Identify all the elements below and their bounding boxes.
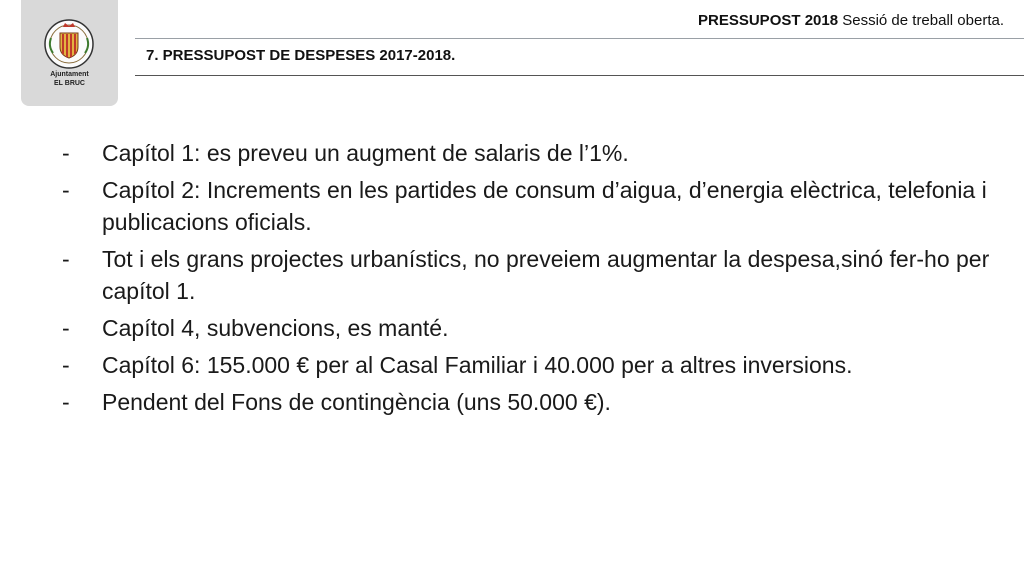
bullet-item	[62, 137, 1002, 169]
bullet-text: Capítol 4, subvencions, es manté.	[102, 315, 449, 341]
bullet-item	[62, 349, 1002, 381]
header-divider-bottom	[135, 75, 1024, 76]
bullet-dash: -	[62, 352, 70, 378]
bullet-dash: -	[62, 177, 70, 203]
logo-text-town: EL BRUC	[54, 80, 85, 87]
header-title	[698, 12, 1004, 29]
coat-of-arms-icon	[41, 18, 97, 70]
bullet-item	[62, 386, 1002, 418]
municipal-logo	[21, 0, 118, 106]
header-title-bold: PRESSUPOST 2018	[698, 12, 839, 29]
header-divider-top	[135, 38, 1024, 39]
header-title-rest: Sessió de treball oberta.	[838, 12, 1004, 29]
bullet-text: Tot i els grans projectes urbanístics, no preveiem augmentar la despesa,sinó fer-ho per capítol 1.	[102, 246, 990, 304]
bullet-text: Pendent del Fons de contingència (uns 50.000 €).	[102, 389, 611, 415]
section-title: 7. PRESSUPOST DE DESPESES 2017-2018.	[146, 47, 456, 64]
bullet-text: Capítol 6: 155.000 € per al Casal Familiar i 40.000 per a altres inversions.	[102, 352, 853, 378]
bullet-dash: -	[62, 315, 70, 341]
bullet-dash: -	[62, 140, 70, 166]
bullet-dash: -	[62, 389, 70, 415]
bullet-item	[62, 174, 1002, 238]
bullet-item	[62, 243, 1002, 307]
bullet-text: Capítol 2: Increments en les partides de consum d’aigua, d’energia elèctrica, telefonia i publicacions oficials.	[102, 177, 987, 235]
bullet-list-container	[62, 137, 1002, 423]
bullet-list	[62, 137, 1002, 418]
logo-text-ajuntament: Ajuntament	[50, 71, 89, 78]
bullet-text: Capítol 1: es preveu un augment de salaris de l’1%.	[102, 140, 629, 166]
bullet-dash: -	[62, 246, 70, 272]
bullet-item	[62, 312, 1002, 344]
